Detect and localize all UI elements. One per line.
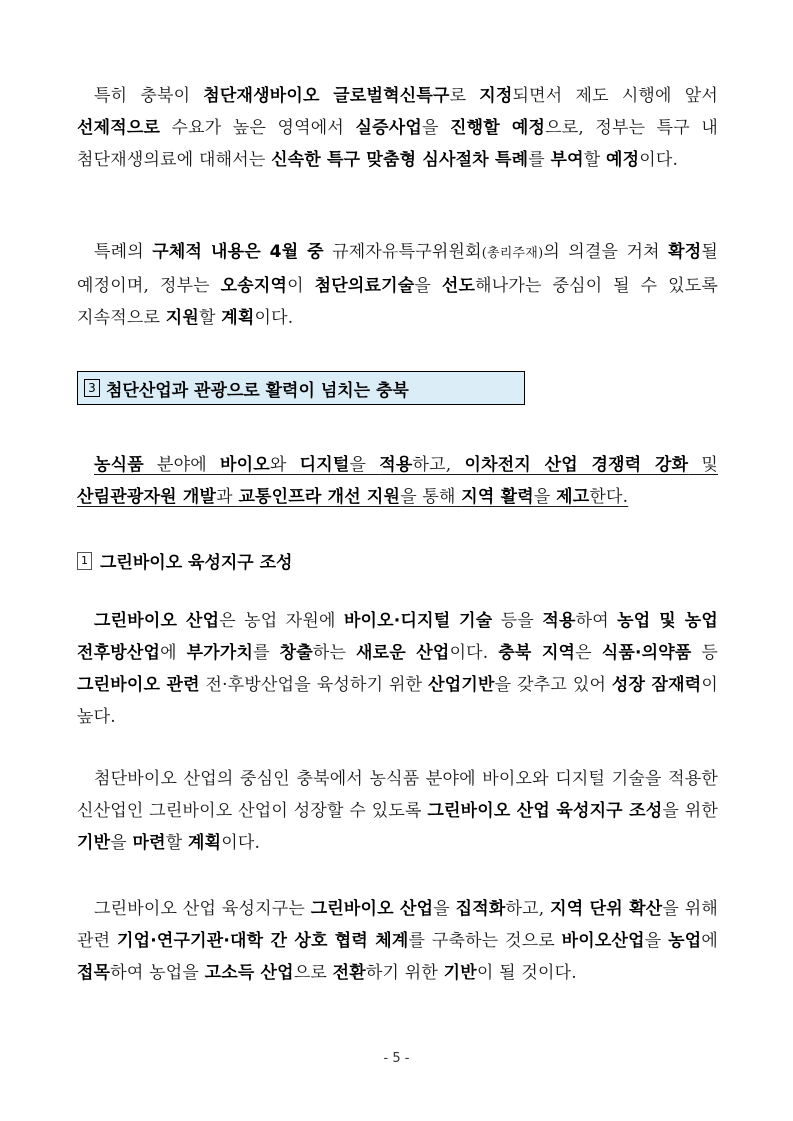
bold-phrase: 지정 <box>479 86 513 106</box>
paragraph-greenbio-plan <box>77 763 718 859</box>
text-run: 과 <box>216 487 239 507</box>
text-run: 은 <box>575 643 602 663</box>
subsection-title: 그린바이오 육성지구 조성 <box>100 553 293 573</box>
parenthetical-note: (총리주재) <box>481 246 544 261</box>
text-run: 를 구축하는 것으로 <box>408 931 562 951</box>
bold-phrase: 계획 <box>221 308 255 328</box>
bold-phrase: 기반 <box>77 833 111 853</box>
bold-phrase: 창출 <box>279 643 313 663</box>
text-run: 을 <box>533 487 557 507</box>
text-run: 될 예정이며, 정부는 <box>77 242 718 296</box>
bold-phrase: 디지털 <box>299 455 350 475</box>
bold-phrase: 충북 지역 <box>498 643 576 663</box>
bold-phrase: 고소득 산업 <box>204 963 294 983</box>
paragraph-special-zone <box>77 80 718 176</box>
text-run: 의 의결을 거쳐 <box>543 242 669 262</box>
text-run: 하기 위한 <box>365 963 444 983</box>
section-number: 3 <box>84 379 100 397</box>
bold-phrase: 제고 <box>556 487 590 507</box>
text-run: 및 <box>688 455 718 475</box>
bold-phrase: 바이오산업 <box>561 931 645 951</box>
bold-phrase: 접목 <box>77 963 111 983</box>
bold-phrase: 기반 <box>443 963 477 983</box>
text-run: 하고, <box>412 455 465 475</box>
text-run: 하여 <box>575 611 618 631</box>
bold-phrase: 농업 및 농업 전후방산업 <box>77 611 718 663</box>
bold-phrase: 실증사업 <box>355 118 422 138</box>
bold-phrase: 산업기반 <box>428 675 495 695</box>
text-run: 이 될 것이다. <box>476 963 577 983</box>
bold-phrase: 부가가치 <box>186 643 254 663</box>
text-run: 를 <box>528 150 551 170</box>
bold-phrase: 구체적 내용은 4월 중 <box>152 242 324 262</box>
text-run: 으로 <box>293 963 333 983</box>
subsection-number: 1 <box>77 552 92 570</box>
bold-phrase: 확정 <box>668 242 702 262</box>
bold-phrase: 지역 활력 <box>461 487 534 507</box>
text-run: 을 <box>644 931 669 951</box>
section-heading-box <box>77 371 525 405</box>
bold-phrase: 그린바이오 관련 <box>77 675 200 695</box>
bold-phrase: 마련 <box>132 833 166 853</box>
text-run: 분야에 <box>143 455 220 475</box>
bold-phrase: 선제적으로 <box>77 118 161 138</box>
subsection-heading <box>77 548 292 573</box>
text-run: 이다. <box>639 150 679 170</box>
text-run: 하고, <box>505 899 551 919</box>
text-run: 을 위한 <box>662 801 718 821</box>
bold-phrase: 새로운 산업 <box>356 643 450 663</box>
bold-phrase: 선도 <box>441 276 476 296</box>
text-run: 할 <box>198 308 222 328</box>
text-run: 이다. <box>449 643 499 663</box>
text-run: 를 <box>253 643 280 663</box>
bold-phrase: 오송지역 <box>220 276 288 296</box>
page-number: - 5 - <box>383 1051 410 1066</box>
bold-phrase: 바이오·디지털 기술 <box>343 611 493 631</box>
text-run: 하는 <box>312 643 357 663</box>
bold-phrase: 진행할 예정 <box>450 118 546 138</box>
paragraph-greenbio-zone <box>77 893 718 989</box>
bold-phrase: 그린바이오 산업 육성지구 조성 <box>427 801 663 821</box>
paragraph-greenbio-definition <box>77 605 718 733</box>
text-run: 로 <box>449 86 480 106</box>
text-run: 등을 <box>492 611 543 631</box>
bold-phrase: 농업 <box>668 931 702 951</box>
text-run: 에 <box>701 931 718 951</box>
text-run: 전·후방산업을 육성하기 위한 <box>199 675 429 695</box>
bold-phrase: 이차전지 산업 경쟁력 강화 <box>464 455 689 475</box>
text-run: 할 <box>165 833 188 853</box>
text-run: 와 <box>269 455 300 475</box>
text-run: 을 <box>421 118 451 138</box>
bold-phrase: 기업·연구기관·대학 간 상호 협력 체계 <box>116 931 409 951</box>
bold-phrase: 지역 단위 확산 <box>550 899 663 919</box>
text-run: 첨단바이오 산업의 중심인 충북에서 농식품 분야에 바이오와 디지털 기술을 적용한 신산업인 그린바이오 산업이 성장할 수 있도록 <box>77 769 718 821</box>
text-run: 특히 충북이 <box>94 86 204 106</box>
text-run: 이 높다. <box>77 675 719 727</box>
paragraph-section-summary <box>77 449 718 513</box>
text-run: 한다. <box>589 487 629 507</box>
bold-phrase: 적용 <box>542 611 576 631</box>
bold-phrase: 집적화 <box>455 899 506 919</box>
text-run: 이다. <box>254 308 294 328</box>
bold-phrase: 신속한 특구 맞춤형 심사절차 특례 <box>271 150 529 170</box>
text-run: 그린바이오 산업 육성지구는 <box>94 899 311 919</box>
bold-phrase: 첨단의료기술 <box>314 276 415 296</box>
text-run: 을 <box>433 899 456 919</box>
bold-phrase: 그린바이오 산업 <box>94 611 220 631</box>
text-run: 해나가는 중심이 될 수 있도록 지속적으로 <box>77 276 718 328</box>
paragraph-special-provisions <box>77 236 718 334</box>
text-run: 할 <box>583 150 606 170</box>
bold-phrase: 성장 잠재력 <box>611 675 702 695</box>
bold-phrase: 예정 <box>605 150 640 170</box>
section-title: 첨단산업과 관광으로 활력이 넘치는 충북 <box>106 380 409 401</box>
bold-phrase: 계획 <box>187 833 222 853</box>
text-run: 을 위해 관련 <box>77 899 718 951</box>
bold-phrase: 산림관광자원 개발 <box>77 487 217 507</box>
text-run: 은 농업 자원에 <box>219 611 344 631</box>
bold-phrase: 첨단재생바이오 글로벌혁신특구 <box>203 86 450 106</box>
text-run: 등 <box>691 643 718 663</box>
text-run: 이 <box>287 276 315 296</box>
text-run: 수요가 높은 영역에서 <box>160 118 356 138</box>
text-run: 이다. <box>221 833 261 853</box>
text-run: 으로, 정부는 특구 내 첨단재생의료에 대해서는 <box>77 118 718 170</box>
text-run: 하여 농업을 <box>110 963 205 983</box>
text-run: 을 <box>414 276 442 296</box>
text-run: 특례의 <box>94 242 153 262</box>
bold-phrase: 바이오 <box>220 455 270 475</box>
bold-phrase: 교통인프라 개선 지원 <box>238 487 401 507</box>
text-run: 되면서 제도 시행에 앞서 <box>512 86 719 106</box>
bold-phrase: 농식품 <box>94 455 144 475</box>
bold-phrase: 식품·의약품 <box>601 643 692 663</box>
bold-phrase: 적용 <box>379 455 413 475</box>
text-run: 에 <box>160 643 187 663</box>
text-run: 을 통해 <box>400 487 462 507</box>
bold-phrase: 부여 <box>550 150 584 170</box>
bold-phrase: 지원 <box>165 308 199 328</box>
text-run: 규제자유특구위원회 <box>323 242 482 262</box>
bold-phrase: 전환 <box>332 963 366 983</box>
text-run: 을 <box>349 455 380 475</box>
text-run: 을 <box>110 833 133 853</box>
text-run: 을 갖추고 있어 <box>494 675 612 695</box>
bold-phrase: 그린바이오 산업 <box>310 899 434 919</box>
